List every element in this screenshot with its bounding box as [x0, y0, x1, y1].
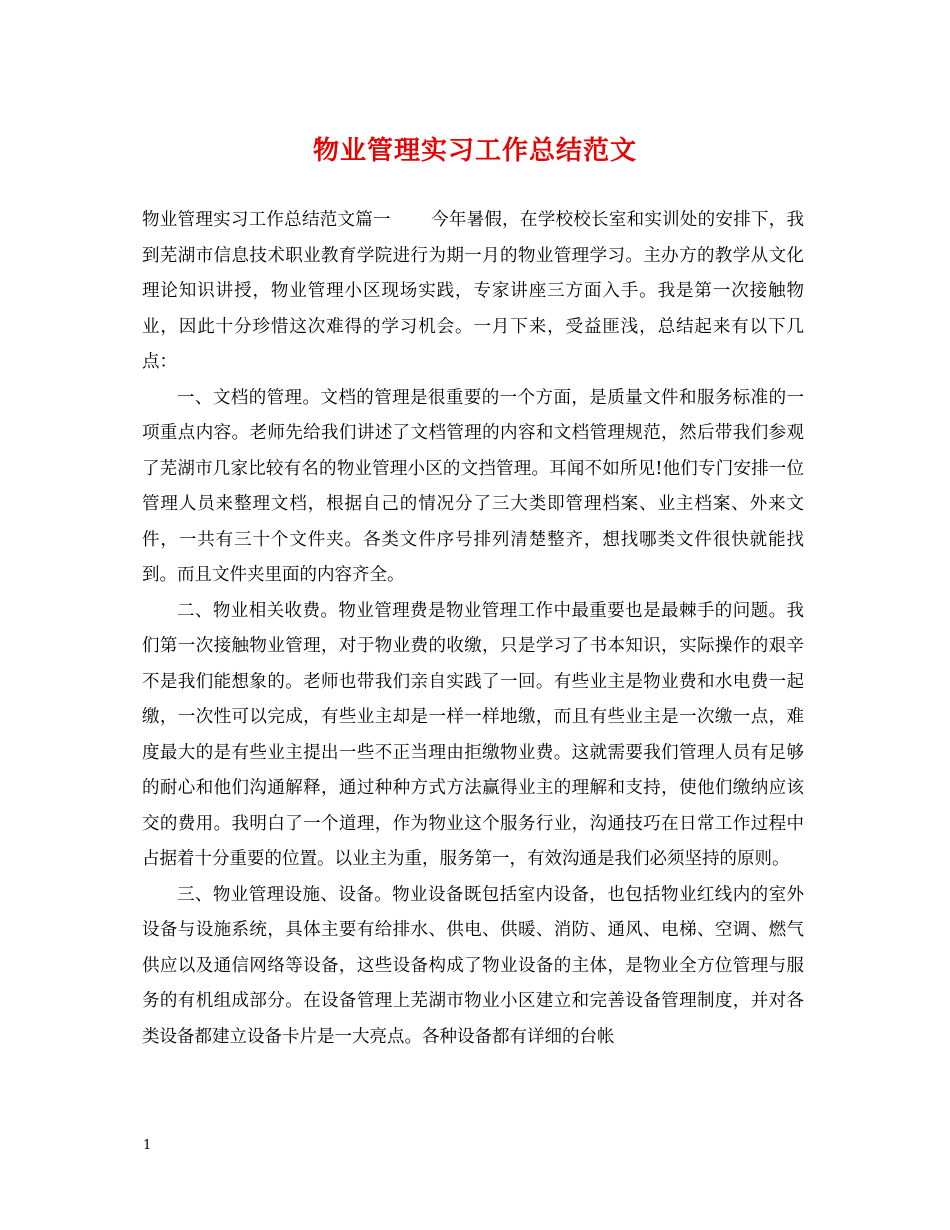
- paragraph-property-fees: 二、物业相关收费。物业管理费是物业管理工作中最重要也是最棘手的问题。我们第一次接触物业管理，对于物业费的收缴，只是学习了书本知识，实际操作的艰辛不是我们能想象的。老师也带我们亲自实践了一回。有些业主是物业费和水电费一起缴，一次性可以完成，有些业主却是一样一样地缴，而且有些业主是一次缴一点，难度最大的是有些业主提出一些不正当理由拒缴物业费。这就需要我们管理人员有足够的耐心和他们沟通解释，通过种种方式方法赢得业主的理解和支持，使他们缴纳应该交的费用。我明白了一个道理，作为物业这个服务行业，沟通技巧在日常工作过程中占据着十分重要的位置。以业主为重，服务第一，有效沟通是我们必须坚持的原则。: [142, 600, 804, 869]
- page-number: 1: [143, 1138, 152, 1153]
- document-body: [142, 203, 804, 1055]
- intro-heading: 物业管理实习工作总结范文篇一: [142, 210, 391, 230]
- document-title: 物业管理实习工作总结范文: [312, 136, 637, 166]
- intro-text: 今年暑假，在学校校长室和实训处的安排下，我到芜湖市信息技术职业教育学院进行为期一月的物业管理学习。主办方的教学从文化理论知识讲授，物业管理小区现场实践，专家讲座三方面入手。我是第一次接触物业，因此十分珍惜这次难得的学习机会。一月下来，受益匪浅，总结起来有以下几点：: [142, 210, 805, 372]
- paragraph-document-management: 一、文档的管理。文档的管理是很重要的一个方面，是质量文件和服务标准的一项重点内容。老师先给我们讲述了文档管理的内容和文档管理规范，然后带我们参观了芜湖市几家比较有名的物业管理小区的文挡管理。耳闻不如所见!他们专门安排一位管理人员来整理文档，根据自己的情况分了三大类即管理档案、业主档案、外来文件，一共有三十个文件夹。各类文件序号排列清楚整齐，想找哪类文件很快就能找到。而且文件夹里面的内容齐全。: [142, 387, 804, 585]
- intro-paragraph: [142, 203, 804, 381]
- paragraph-facilities-equipment: 三、物业管理设施、设备。物业设备既包括室内设备，也包括物业红线内的室外设备与设施系统，具体主要有给排水、供电、供暖、消防、通风、电梯、空调、燃气供应以及通信网络等设备，这些设备构成了物业设备的主体，是物业全方位管理与服务的有机组成部分。在设备管理上芜湖市物业小区建立和完善设备管理制度，并对各类设备都建立设备卡片是一大亮点。各种设备都有详细的台帐: [142, 884, 804, 1047]
